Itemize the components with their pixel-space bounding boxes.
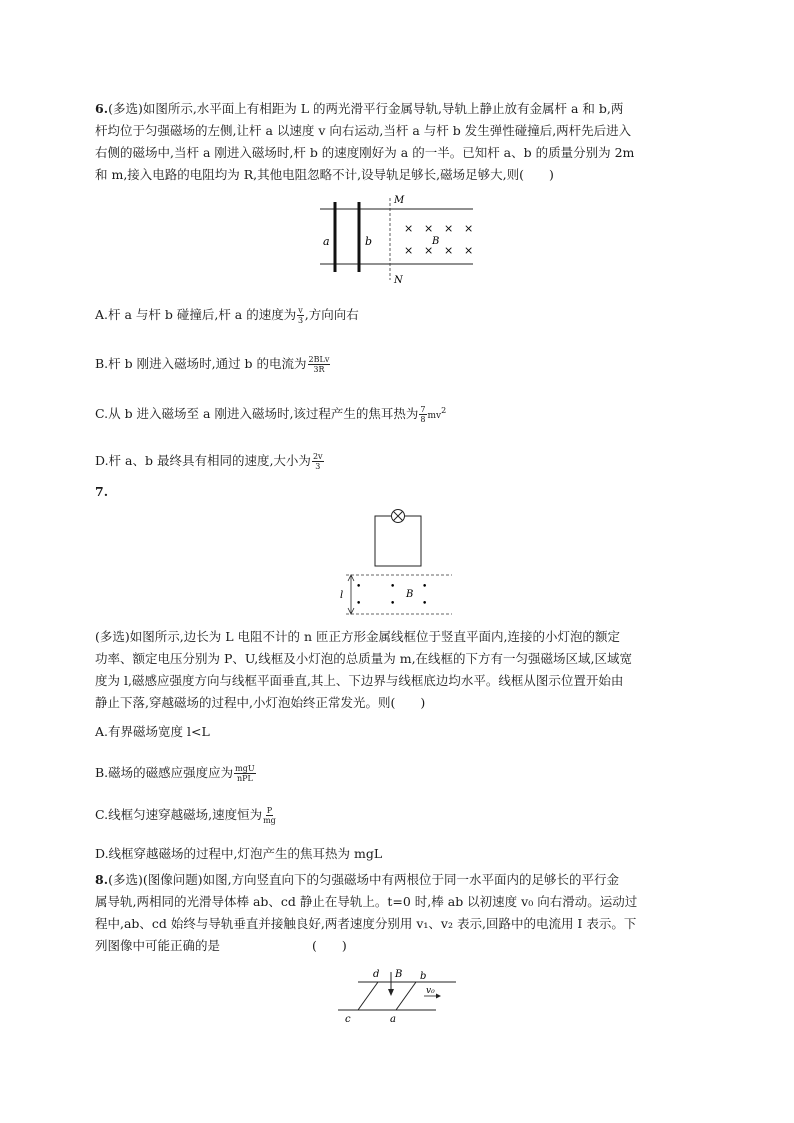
q8-stem: 8.(多选)(图像问题)如图,方向竖直向下的匀强磁场中有两根位于同一水平面内的足够长的平行金 属导轨,两相同的光滑导体棒 ab、cd 静止在导轨上。t=0 时,棒 ab 以初速度 v₀ 向右滑动。运动过 程中,ab、cd 始终与导轨垂直并接触良好,两者速度分别用 v₁、v₂ 表示,回路中的电流用 I 表示。下 列图像中可能正确的是 ( ) [95,869,710,957]
svg-text:×: × [424,222,434,235]
label-v0: v₀ [426,986,435,996]
svg-text:×: × [444,222,454,235]
q6-option-d: D.杆 a、b 最终具有相同的速度,大小为 $\frac{2v}{3}$ [95,452,323,471]
q8-number: 8. [95,872,109,887]
q6-option-b: B.杆 b 刚进入磁场时,通过 b 的电流为 $\frac{\text{2BLv}}{3R}$ [95,355,330,374]
svg-text:•: • [390,599,396,609]
rod-ab [396,982,416,1010]
label-a: a [390,1014,396,1025]
svg-text:×: × [464,222,474,235]
q7-number: 7. [95,484,109,499]
label-c: c [345,1014,351,1025]
q6-line3: 右侧的磁场中,当杆 a 刚进入磁场时,杆 b 的速度刚好为 a 的一半。已知杆 a、b 的质量分别为 2m [95,145,635,160]
label-a: a [323,235,330,248]
svg-text:•: • [356,582,362,592]
q7-option-d: D.线框穿越磁场的过程中,灯泡产生的焦耳热为 mgL [95,846,383,861]
label-B: B [406,589,414,600]
svg-text:×: × [444,244,454,257]
q6-line2: 杆均位于匀强磁场的左侧,让杆 a 以速度 v 向右运动,当杆 a 与杆 b 发生弹性碰撞后,两杆先后进入 [95,123,632,138]
q6-number: 6. [95,101,109,116]
svg-text:•: • [356,599,362,609]
q6-option-a: A.杆 a 与杆 b 碰撞后,杆 a 的速度为 $\frac{v}{3}$ ,方向向右 [95,306,359,325]
svg-text:×: × [404,244,414,257]
label-B: B [395,969,403,980]
q8-line1: 8.(多选)(图像问题)如图,方向竖直向下的匀强磁场中有两根位于同一水平面内的足够长的平行金 [95,872,620,887]
label-M: M [394,195,405,206]
rod-cd [358,982,378,1010]
dot-marks [356,582,427,609]
label-b: b [365,235,373,248]
svg-text:×: × [424,244,434,257]
label-N: N [394,275,403,286]
svg-text:•: • [422,582,428,592]
svg-text:×: × [464,244,474,257]
q8-figure [336,966,461,1026]
svg-text:•: • [390,582,396,592]
answer-paren: ( ) [312,938,347,953]
label-l: l [340,590,344,601]
q6-line4: 和 m,接入电路的电阻均为 R,其他电阻忽略不计,设导轨足够长,磁场足够大,则( ) [95,167,554,182]
q7-stem: (多选)如图所示,边长为 L 电阻不计的 n 匝正方形金属线框位于竖直平面内,连接的小灯泡的额定 功率、额定电压分别为 P、U,线框及小灯泡的总质量为 m,在线框的下方有一匀强磁场区域,区域宽 度为 l,磁感应强度方向与线框平面垂直,其上、下边界与线框底边均水平。线框从图示位置开始由 静止下落,穿越磁场的过程中,小灯泡始终正常发光。则( ) [95,629,633,710]
q7-figure [340,508,460,618]
label-B: B [432,236,440,247]
svg-text:•: • [422,599,428,609]
q7-option-c: C.线框匀速穿越磁场,速度恒为 $\frac{P}{mg}$ [95,806,276,825]
svg-text:×: × [404,222,414,235]
q7-option-a: A.有界磁场宽度 l<L [95,724,210,739]
label-d: d [373,969,380,980]
q6-line1: 6.(多选)如图所示,水平面上有相距为 L 的两光滑平行金属导轨,导轨上静止放有金属杆 a 和 b,两 [95,101,624,116]
wire-frame [375,516,421,566]
q6-option-c: C.从 b 进入磁场至 a 刚进入磁场时,该过程产生的焦耳热为 $\frac{7}{8}$ $mv^2$ [95,405,447,425]
label-b: b [420,971,427,982]
q6-stem [95,98,710,186]
q6-figure [318,192,478,287]
q7-option-b: B.磁场的磁感应强度应为 $\frac{\text{mgU}}{\text{nPL}}$ [95,764,255,783]
